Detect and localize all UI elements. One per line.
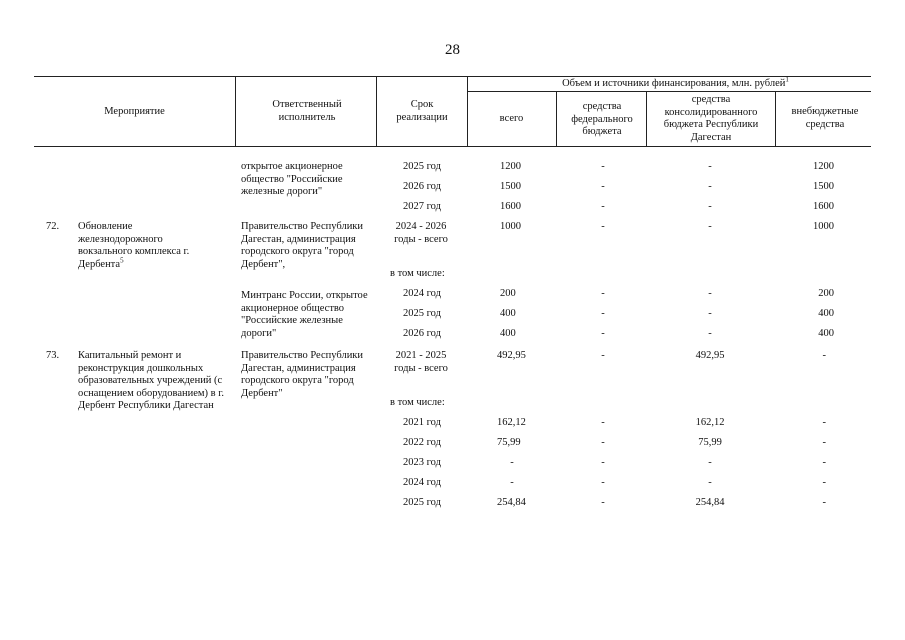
item-event: Капитальный ремонт и реконструкция дошкольных образовательных учреждений (с оснащением оборудованием) в г. Дербент Республики Дагестан <box>78 350 224 411</box>
row-consolidated: - <box>708 161 712 172</box>
row-period: 2026 год <box>403 328 441 339</box>
row-period: 2021 год <box>403 417 441 428</box>
row-consolidated: 75,99 <box>698 437 722 448</box>
header-divider-1 <box>235 76 236 146</box>
row-total: 200 <box>500 288 516 299</box>
including-label: в том числе: <box>390 397 445 408</box>
row-consolidated: - <box>708 181 712 192</box>
summary-total: 492,95 <box>497 350 526 361</box>
row-consolidated: - <box>708 201 712 212</box>
summary-federal: - <box>601 221 605 232</box>
row-extra: - <box>822 437 826 448</box>
row-period: 2027 год <box>403 201 441 212</box>
header-period: Срок реализации <box>396 99 448 123</box>
row-period: 2026 год <box>403 181 441 192</box>
row-period: 2025 год <box>403 161 441 172</box>
row-extra: 200 <box>818 288 834 299</box>
row-extra: 1600 <box>813 201 834 212</box>
row-federal: - <box>601 417 605 428</box>
summary-period: 2024 - 2026 годы - всего <box>394 221 448 245</box>
row-total: 1600 <box>500 201 521 212</box>
header-bottom-rule <box>34 146 871 147</box>
header-divider-3 <box>467 76 468 146</box>
row-total: 162,12 <box>497 417 526 428</box>
summary-federal: - <box>601 350 605 361</box>
row-extra: - <box>822 497 826 508</box>
row-federal: - <box>601 328 605 339</box>
including-label: в том числе: <box>390 268 445 279</box>
row-extra: - <box>822 417 826 428</box>
row-total: - <box>510 457 514 468</box>
row-consolidated: - <box>708 457 712 468</box>
header-total: всего <box>499 113 524 124</box>
summary-extra: - <box>822 350 826 361</box>
header-federal: средства федерального бюджета <box>571 101 633 137</box>
row-period: 2024 год <box>403 477 441 488</box>
row-federal: - <box>601 497 605 508</box>
header-divider-2 <box>376 76 377 146</box>
row-consolidated: - <box>708 477 712 488</box>
row-federal: - <box>601 181 605 192</box>
row-total: 1200 <box>500 161 521 172</box>
row-consolidated: - <box>708 308 712 319</box>
row-federal: - <box>601 457 605 468</box>
header-divider-4 <box>556 91 557 146</box>
row-total: 75,99 <box>497 437 521 448</box>
row-federal: - <box>601 288 605 299</box>
header-event: Мероприятие <box>104 106 165 117</box>
page-number: 28 <box>445 42 460 58</box>
header-top-rule <box>34 76 871 77</box>
header-divider-5 <box>646 91 647 146</box>
row-consolidated: - <box>708 328 712 339</box>
item-responsible: Правительство Республики Дагестан, администрация городского округа "город Дербент" <box>241 350 364 399</box>
row-total: 400 <box>500 328 516 339</box>
header-consolidated: средства консолидированного бюджета Республики Дагестан <box>663 94 759 143</box>
row-period: 2025 год <box>403 308 441 319</box>
summary-total: 1000 <box>500 221 521 232</box>
row-consolidated: 162,12 <box>695 417 725 428</box>
row-total: 254,84 <box>497 497 526 508</box>
row-federal: - <box>601 161 605 172</box>
row-period: 2022 год <box>403 437 441 448</box>
header-financing: Объем и источники финансирования, млн. рублей$^1$ <box>562 75 789 89</box>
row-consolidated: 254,84 <box>695 497 725 508</box>
row-period: 2025 год <box>403 497 441 508</box>
header-sub-rule <box>467 91 871 92</box>
row-extra: - <box>822 457 826 468</box>
row-period: 2024 год <box>403 288 441 299</box>
item-responsible-extra: Минтранс России, открытое акционерное общество "Российские железные дороги" <box>241 290 368 339</box>
row-federal: - <box>601 437 605 448</box>
header-divider-6 <box>775 91 776 146</box>
item-event: Обновление железнодорожного вокзального комплекса г. Дербента$^5$ <box>78 221 190 270</box>
row-period: 2023 год <box>403 457 441 468</box>
row-extra: 1500 <box>813 181 834 192</box>
summary-consolidated: 492,95 <box>695 350 725 361</box>
item-number: 73. <box>46 350 60 361</box>
summary-extra: 1000 <box>813 221 834 232</box>
summary-period: 2021 - 2025 годы - всего <box>394 350 448 374</box>
row-total: 400 <box>500 308 516 319</box>
header-responsible: Ответственный исполнитель <box>272 99 342 123</box>
summary-consolidated: - <box>708 221 712 232</box>
header-extrabudget: внебюджетные средства <box>791 106 859 130</box>
row-federal: - <box>601 201 605 212</box>
item-number: 72. <box>46 221 60 232</box>
row-federal: - <box>601 477 605 488</box>
row-total: - <box>510 477 514 488</box>
row-extra: 400 <box>818 328 834 339</box>
row-total: 1500 <box>500 181 521 192</box>
item-responsible: Правительство Республики Дагестан, администрация городского округа "город Дербент", <box>241 221 364 270</box>
row-consolidated: - <box>708 288 712 299</box>
row-extra: 400 <box>818 308 834 319</box>
row-extra: 1200 <box>813 161 834 172</box>
block-responsible: открытое акционерное общество "Российские железные дороги" <box>241 161 343 197</box>
row-federal: - <box>601 308 605 319</box>
row-extra: - <box>822 477 826 488</box>
